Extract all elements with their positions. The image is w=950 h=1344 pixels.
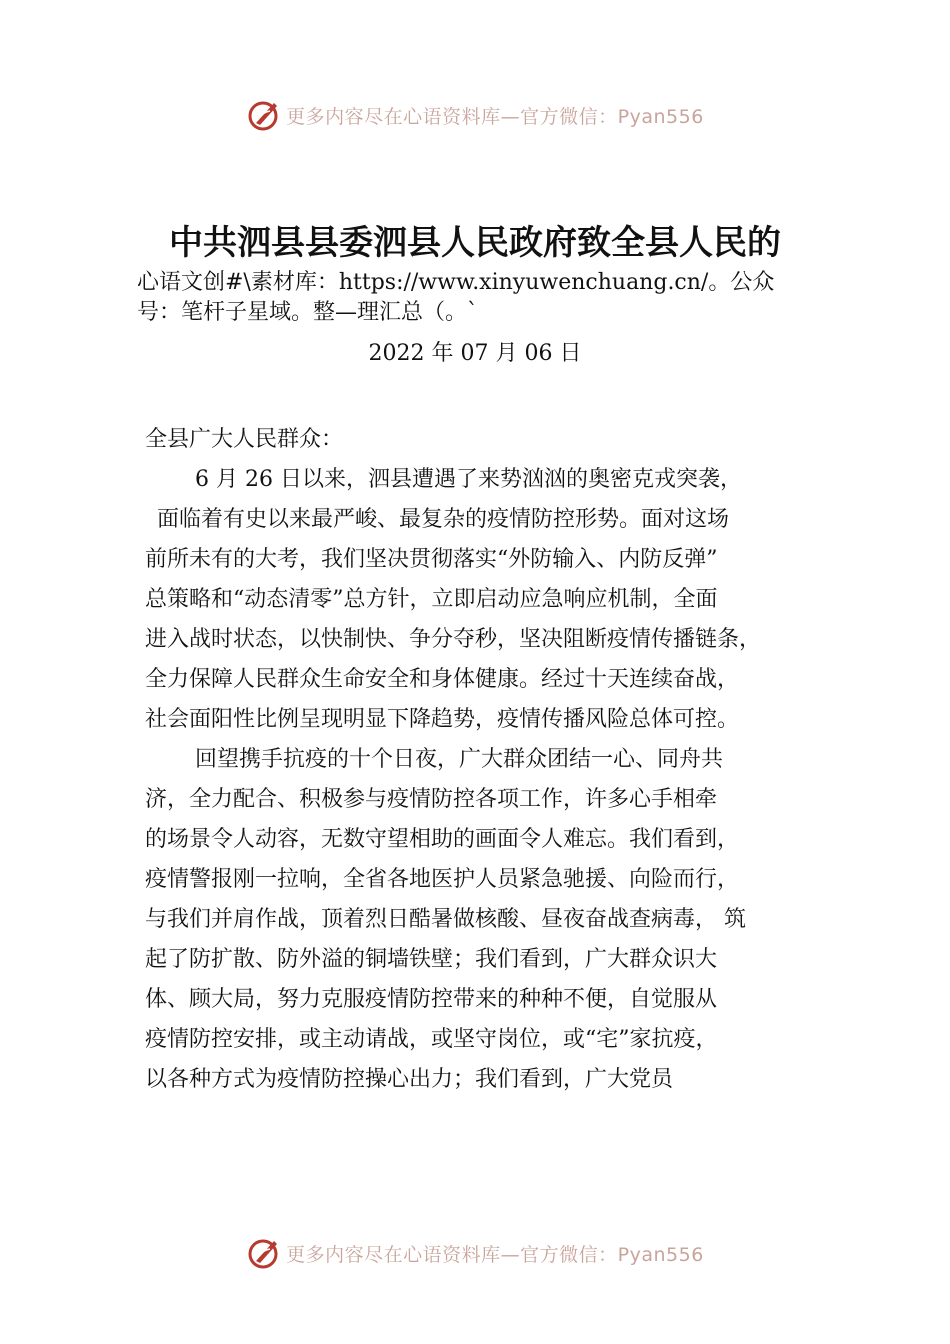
- body-line: 以各种方式为疫情防控操心出力；我们看到，广大党员: [145, 1067, 674, 1092]
- watermark-text: 更多内容尽在心语资料库—官方微信：Pyan556: [286, 1243, 704, 1266]
- body-line: 起了防扩散、防外溢的铜墙铁壁；我们看到，广大群众识大: [145, 947, 718, 972]
- footer-watermark: [0, 1233, 950, 1273]
- document-body: [145, 420, 845, 1100]
- body-line: 全力保障人民群众生命安全和身体健康。经过十天连续奋战，: [145, 667, 740, 692]
- body-line: 济，全力配合、积极参与疫情防控各项工作，许多心手相牵: [145, 787, 718, 812]
- source-line-1: 心语文创#\素材库：https://www.xinyuwenchuang.cn/。公众: [137, 270, 775, 295]
- header-watermark: [0, 95, 950, 135]
- body-line: 前所未有的大考，我们坚决贯彻落实“外防输入、内防反弹”: [145, 547, 718, 572]
- body-line: 进入战时状态，以快制快、争分夺秒，坚决阻断疫情传播链条，: [145, 627, 762, 652]
- body-line: 总策略和“动态清零”总方针，立即启动应急响应机制，全面: [145, 587, 718, 612]
- quill-pen-seal-icon: [246, 97, 282, 133]
- body-line: 回望携手抗疫的十个日夜，广大群众团结一心、同舟共: [195, 747, 724, 772]
- source-line-2: 号：笔杆子星域。整—理汇总（。`: [137, 300, 479, 325]
- body-line: 社会面阳性比例呈现明显下降趋势，疫情传播风险总体可控。: [145, 707, 740, 732]
- body-line: 面临着有史以来最严峻、最复杂的疫情防控形势。面对这场: [157, 507, 730, 532]
- body-line: 6 月 26 日以来，泗县遭遇了来势汹汹的奥密克戎突袭，: [195, 467, 742, 492]
- watermark-text: 更多内容尽在心语资料库—官方微信：Pyan556: [286, 105, 704, 128]
- body-line: 疫情防控安排，或主动请战，或坚守岗位，或“宅”家抗疫，: [145, 1027, 718, 1052]
- body-line: 疫情警报刚一拉响，全省各地医护人员紧急驰援、向险而行，: [145, 867, 740, 892]
- body-line: 与我们并肩作战，顶着烈日酷暑做核酸、昼夜奋战查病毒， 筑: [145, 907, 746, 932]
- source-note: [137, 268, 837, 328]
- body-line: 体、顾大局，努力克服疫情防控带来的种种不便，自觉服从: [145, 987, 718, 1012]
- document-title: 中共泗县县委泗县人民政府致全县人民的: [169, 223, 781, 263]
- quill-pen-seal-icon: [246, 1235, 282, 1271]
- salutation: 全县广大人民群众：: [145, 427, 344, 452]
- body-line: 的场景令人动容，无数守望相助的画面令人难忘。我们看到，: [145, 827, 740, 852]
- document-date: 2022 年 07 月 06 日: [368, 341, 582, 366]
